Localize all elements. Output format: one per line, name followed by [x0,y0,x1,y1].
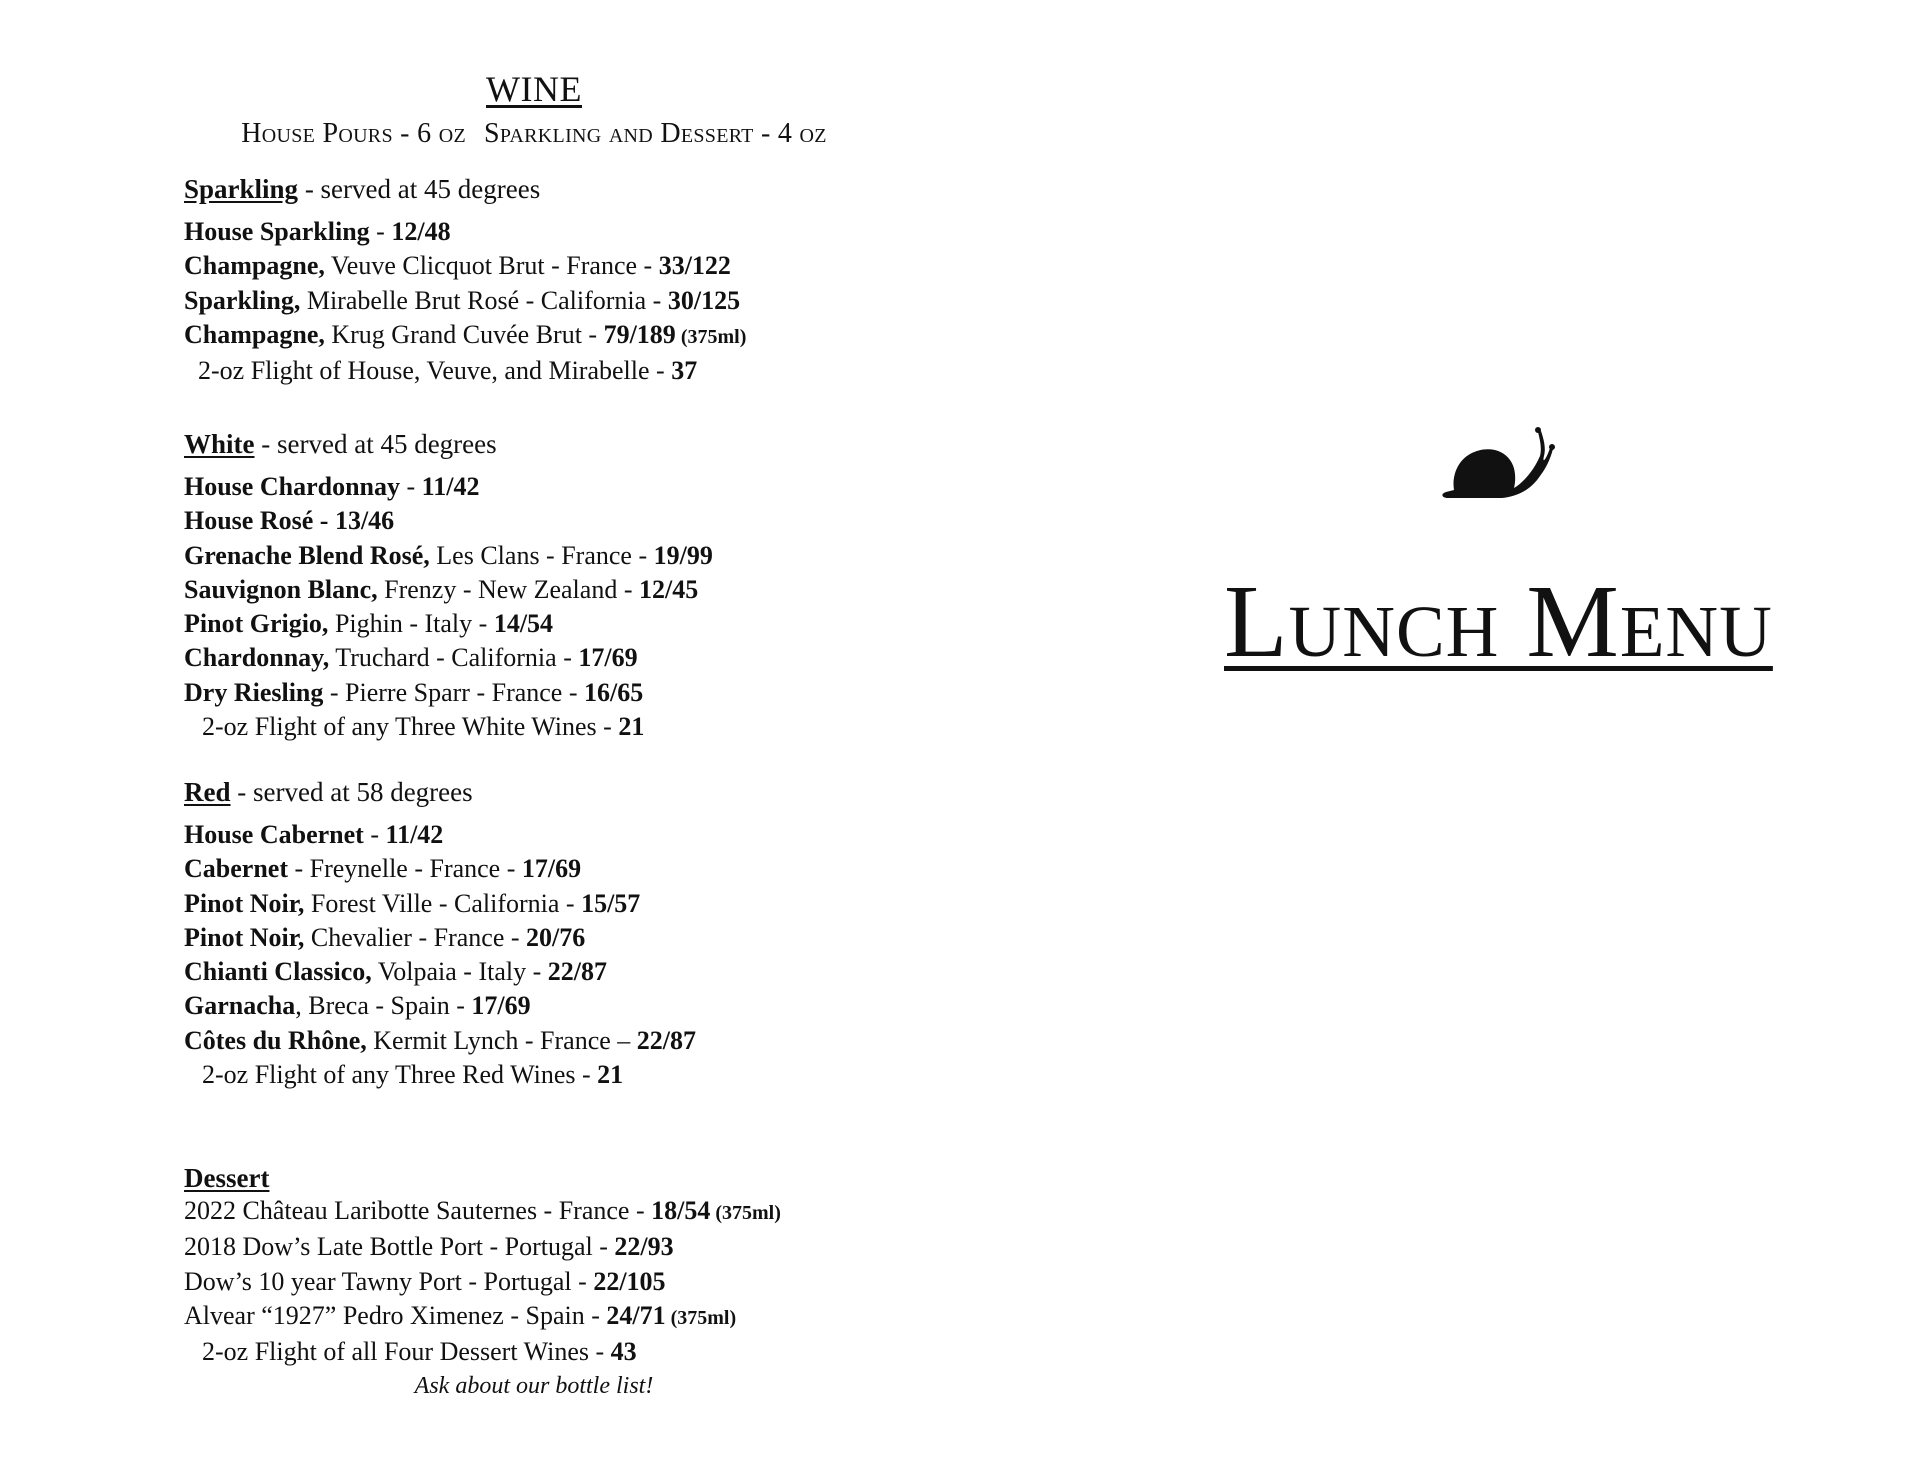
wine-item [184,607,904,641]
wine-item [184,641,904,675]
wine-item [184,676,904,710]
wine-price: 17/69 [521,854,582,884]
white-section-note: - served at 45 degrees [254,429,497,459]
wine-price: 11/42 [385,820,444,849]
wine-price: 15/57 [581,888,641,918]
wine-detail: , Breca - Spain - [295,991,472,1021]
wine-price: 16/65 [584,677,644,707]
white-section-name: White [184,429,255,459]
wine-item [184,504,904,538]
dessert-wine-list [184,1194,904,1369]
wine-name: Pinot Noir, [184,888,305,918]
wine-price: 19/99 [653,540,713,570]
wine-price: 12/45 [638,574,699,604]
wine-detail: Veuve Clicquot Brut - France - [324,251,659,281]
sparkling-wine-list [184,215,904,388]
wine-name: Pinot Grigio, [184,609,329,639]
wine-detail: - [400,472,422,501]
wine-name: Côtes du Rhône, [184,1025,367,1055]
wine-name: Pinot Noir, [184,922,305,952]
bottle-size: (375ml) [675,325,747,348]
flight-text: 2-oz Flight of any Three Red Wines - [202,1060,598,1090]
wine-item [184,249,904,283]
wine-item [184,539,904,573]
wine-price: 24/71 [606,1300,666,1330]
wine-detail: Dow’s 10 year Tawny Port - Portugal - [184,1266,594,1296]
wine-detail: - [313,506,335,536]
sparkling-section-title [184,173,904,205]
dessert-section [184,1162,904,1369]
white-wine-list [184,470,904,744]
flight-item [184,354,904,388]
wine-detail: Kermit Lynch - France – [366,1025,637,1055]
flight-item [184,710,904,744]
wine-name: House Sparkling [184,217,370,246]
wine-item [184,921,904,955]
wine-detail: Krug Grand Cuvée Brut - [324,319,604,349]
wine-name: Champagne, [184,319,325,349]
wine-detail: - Freynelle - France - [287,854,522,884]
wine-price: 22/93 [614,1232,674,1262]
wine-name: Chardonnay, [184,643,330,673]
red-section-note: - served at 58 degrees [230,777,473,807]
flight-item [184,1058,904,1092]
wine-detail: Les Clans - France - [429,540,654,570]
sparkling-dessert-size: Sparkling and Dessert - 4 oz [483,118,827,149]
wine-price: 14/54 [493,609,554,639]
red-section [184,776,904,1092]
flight-price: 37 [671,356,698,386]
wine-item [184,573,904,607]
wine-detail: Chevalier - France - [304,922,527,952]
wine-item [184,470,904,504]
wine-price: 22/87 [547,957,607,987]
bottle-list-note: Ask about our bottle list! [414,1373,654,1399]
wine-price: 17/69 [471,991,531,1021]
wine-name: Sparkling, [184,285,301,315]
lunch-menu-title: Lunch Menu [1224,564,1773,679]
wine-item [184,1194,904,1230]
wine-item [184,1265,904,1299]
wine-name: Garnacha [184,991,296,1021]
wine-item [184,955,904,989]
flight-text: 2-oz Flight of all Four Dessert Wines - [202,1337,611,1367]
wine-name: Chianti Classico, [184,957,372,987]
flight-text: 2-oz Flight of House, Veuve, and Mirabelle - [198,356,672,386]
wine-price: 79/189 [603,319,676,349]
white-section-title [184,428,904,460]
flight-price: 43 [610,1337,637,1367]
red-wine-list [184,818,904,1092]
pour-sizes [184,118,884,150]
wine-item [184,818,904,852]
flight-price: 21 [597,1060,624,1090]
house-pours-size: House Pours - 6 oz [241,118,466,149]
wine-item [184,887,904,921]
wine-price: 20/76 [526,922,586,952]
wine-price: 33/122 [658,251,731,281]
wine-price: 22/105 [593,1266,666,1296]
wine-price: 17/69 [578,643,638,673]
wine-price: 30/125 [667,285,741,315]
wine-name: Sauvignon Blanc, [184,574,378,604]
red-section-title [184,776,904,808]
wine-detail: Forest Ville - California - [304,888,582,918]
red-section-name: Red [184,777,231,807]
wine-name: Cabernet [184,854,288,884]
wine-item [184,1024,904,1058]
sparkling-section-note: - served at 45 degrees [298,174,541,204]
wine-price: 12/48 [391,217,451,246]
wine-detail: - [363,820,386,849]
flight-price: 21 [618,712,645,742]
wine-price: 18/54 [651,1196,711,1225]
wine-heading: WINE [486,69,582,109]
wine-detail: Pighin - Italy - [328,609,494,639]
wine-detail: Truchard - California - [329,643,579,673]
white-section [184,428,904,744]
dessert-section-name: Dessert [184,1163,270,1193]
flight-text: 2-oz Flight of any Three White Wines - [202,712,619,742]
wine-name: House Rosé [184,506,314,536]
wine-item [184,318,904,354]
wine-item [184,1230,904,1264]
wine-detail: Volpaia - Italy - [371,957,548,987]
snail-icon [1440,420,1570,510]
wine-detail: Mirabelle Brut Rosé - California - [300,285,668,315]
wine-price: 22/87 [636,1025,697,1055]
wine-detail: Frenzy - New Zealand - [377,574,639,604]
wine-name: Dry Riesling [184,677,324,707]
wine-name: House Cabernet [184,820,364,849]
wine-name: House Chardonnay [184,472,400,501]
bottle-size: (375ml) [710,1202,781,1224]
flight-item [184,1335,904,1369]
wine-name: Grenache Blend Rosé, [184,540,430,570]
sparkling-section [184,173,904,388]
wine-price: 13/46 [334,506,395,536]
bottle-size: (375ml) [665,1306,737,1329]
wine-item [184,215,904,249]
wine-item [184,989,904,1023]
wine-item [184,1299,904,1335]
wine-detail: 2022 Château Laribotte Sauternes - France - [184,1196,652,1225]
wine-item [184,284,904,318]
wine-detail: 2018 Dow’s Late Bottle Port - Portugal - [184,1232,615,1262]
wine-price: 11/42 [421,472,480,501]
wine-name: Champagne, [184,251,325,281]
wine-detail: - Pierre Sparr - France - [323,677,584,707]
wine-detail: - [369,217,392,246]
dessert-section-title [184,1162,904,1194]
wine-item [184,852,904,886]
sparkling-section-name: Sparkling [184,174,299,204]
wine-detail: Alvear “1927” Pedro Ximenez - Spain - [184,1300,607,1330]
